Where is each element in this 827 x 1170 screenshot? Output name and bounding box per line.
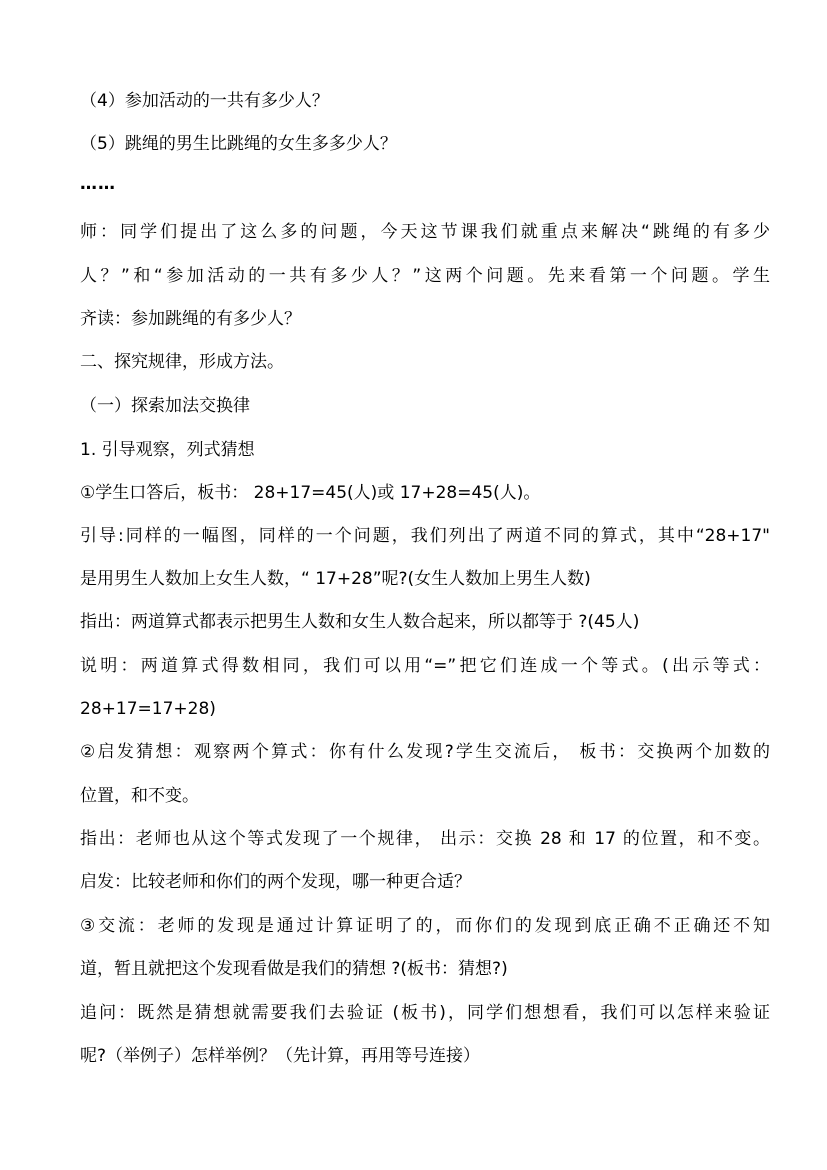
board-writing-line: ①学生口答后，板书： 28+17=45(人)或 17+28=45(人)。 [80, 483, 541, 503]
conjecture-paragraph-line-2: 位置，和不变。 [80, 786, 199, 806]
teacher-discovery-line: 指出：老师也从这个等式发现了一个规律， 出示：交换 28 和 17 的位置，和不变。 [80, 829, 770, 849]
compare-line: 启发：比较老师和你们的两个发现，哪一种更合适？ [80, 872, 471, 892]
guide-paragraph-line-2: 是用男生人数加上女生人数，“ 17+28”呢?(女生人数加上男生人数) [80, 569, 591, 589]
teacher-paragraph-line-1: 师：同学们提出了这么多的问题，今天这节课我们就重点来解决“跳绳的有多少 [80, 222, 770, 242]
ellipsis: …… [80, 174, 116, 194]
exchange-paragraph-line-1: ③交流：老师的发现是通过计算证明了的，而你们的发现到底正确不正确还不知 [80, 916, 770, 936]
teacher-paragraph-line-2: 人？”和“参加活动的一共有多少人？”这两个问题。先来看第一个问题。学生 [80, 266, 770, 286]
exchange-paragraph-line-2: 道，暂且就把这个发现看做是我们的猜想 ?(板书：猜想?) [80, 959, 508, 979]
question-4: （4）参加活动的一共有多少人？ [80, 91, 329, 111]
follow-up-paragraph-line-1: 追问：既然是猜想就需要我们去验证 (板书)，同学们想想看，我们可以怎样来验证 [80, 1003, 770, 1023]
subsection-heading-1: （一）探索加法交换律 [80, 396, 250, 416]
conjecture-paragraph-line-1: ②启发猜想：观察两个算式：你有什么发现?学生交流后， 板书：交换两个加数的 [80, 742, 770, 762]
explain-paragraph-line-1: 说明：两道算式得数相同，我们可以用“=”把它们连成一个等式。(出示等式： [80, 656, 770, 676]
explain-paragraph-line-2: 28+17=17+28) [80, 699, 216, 719]
step-heading-1: 1. 引导观察，列式猜想 [80, 440, 255, 460]
guide-paragraph-line-1: 引导:同样的一幅图，同样的一个问题，我们列出了两道不同的算式，其中“28+17" [80, 526, 770, 546]
point-out-line: 指出：两道算式都表示把男生人数和女生人数合起来，所以都等于 ?(45人) [80, 612, 640, 632]
section-heading-2: 二、探究规律，形成方法。 [80, 352, 284, 372]
question-5: （5）跳绳的男生比跳绳的女生多多少人？ [80, 134, 397, 154]
teacher-paragraph-line-3: 齐读：参加跳绳的有多少人？ [80, 309, 301, 329]
follow-up-paragraph-line-2: 呢?（举例子）怎样举例？（先计算，再用等号连接） [80, 1046, 481, 1066]
